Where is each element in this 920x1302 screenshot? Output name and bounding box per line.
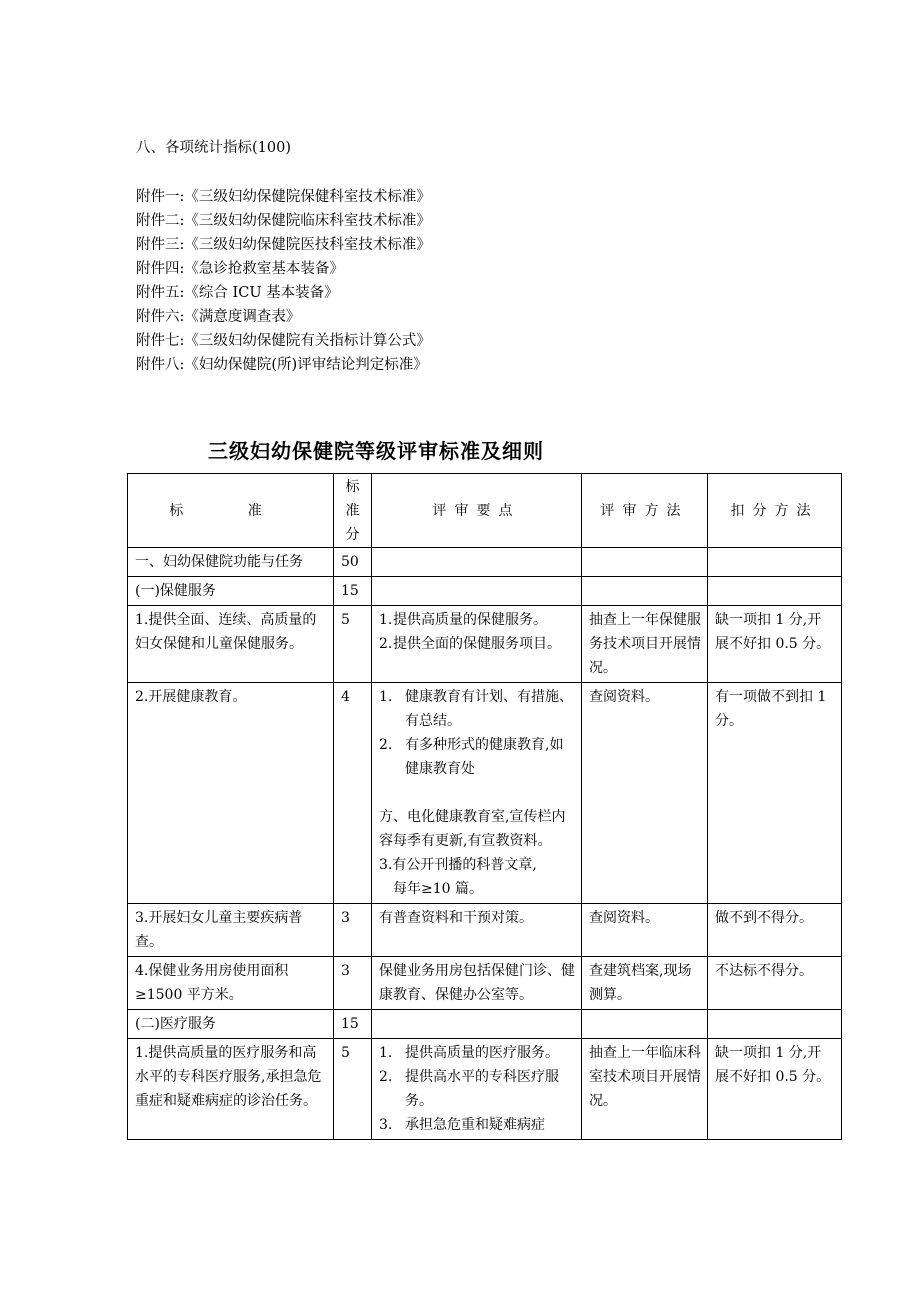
attachment-1: 附件一:《三级妇幼保健院保健科室技术标准》 <box>136 189 431 205</box>
deduction-cell: 缺一项扣 1 分,开展不好扣 0.5 分。 <box>708 606 842 683</box>
header-deduction-method: 扣分方法 <box>708 474 842 548</box>
header-review-points: 评审要点 <box>372 474 582 548</box>
points-continuation: 方、电化健康教育室,宣传栏内容每季有更新,有宣教资料。 <box>379 809 566 849</box>
header-standard: 标 准 <box>128 474 334 548</box>
attachment-2: 附件二:《三级妇幼保健院临床科室技术标准》 <box>136 213 431 229</box>
points-cell <box>372 606 582 683</box>
section-label: 一、妇幼保健院功能与任务 <box>128 548 334 577</box>
table-row <box>128 548 842 577</box>
attachment-4: 附件四:《急诊抢救室基本装备》 <box>136 261 344 277</box>
list-item: 1. 提供高质量的保健服务。 <box>379 612 547 628</box>
method-cell: 查阅资料。 <box>582 904 708 957</box>
score-cell: 5 <box>334 606 372 683</box>
score-cell: 5 <box>334 1039 372 1140</box>
attachment-5: 附件五:《综合 ICU 基本装备》 <box>136 285 339 301</box>
intro-section <box>136 136 431 377</box>
header-review-method: 评审方法 <box>582 474 708 548</box>
table-row <box>128 957 842 1010</box>
method-cell: 抽查上一年临床科室技术项目开展情况。 <box>582 1039 708 1140</box>
statistics-heading: 八、各项统计指标(100) <box>136 140 291 156</box>
deduction-cell: 不达标不得分。 <box>708 957 842 1010</box>
subsection-label: (二)医疗服务 <box>128 1010 334 1039</box>
list-item: 1. 提供高质量的医疗服务。 <box>379 1045 559 1061</box>
section-score: 50 <box>334 548 372 577</box>
standard-cell: 1.提供全面、连续、高质量的妇女保健和儿童保健服务。 <box>128 606 334 683</box>
attachment-8: 附件八:《妇幼保健院(所)评审结论判定标准》 <box>136 357 428 373</box>
table-row <box>128 606 842 683</box>
list-item: 2. 提供高水平的专科医疗服务。 <box>379 1069 559 1109</box>
points-cell: 保健业务用房包括保健门诊、健康教育、保健办公室等。 <box>372 957 582 1010</box>
list-item: 2. 提供全面的保健服务项目。 <box>379 636 561 652</box>
attachment-3: 附件三:《三级妇幼保健院医技科室技术标准》 <box>136 237 431 253</box>
attachment-7: 附件七:《三级妇幼保健院有关指标计算公式》 <box>136 333 431 349</box>
header-score: 标准分 <box>334 474 372 548</box>
list-item-continuation: 每年≥10 篇。 <box>393 881 483 897</box>
table-row <box>128 683 842 904</box>
standard-cell: 3.开展妇女儿童主要疾病普查。 <box>128 904 334 957</box>
points-cell <box>372 1039 582 1140</box>
standard-cell: 2.开展健康教育。 <box>128 683 334 904</box>
standards-table <box>127 473 842 1140</box>
list-item: 3. 承担急危重和疑难病症 <box>379 1117 545 1133</box>
method-cell: 查建筑档案,现场测算。 <box>582 957 708 1010</box>
method-cell: 查阅资料。 <box>582 683 708 904</box>
subsection-score: 15 <box>334 577 372 606</box>
score-cell: 3 <box>334 904 372 957</box>
list-item: 2. 有多种形式的健康教育,如健康教育处 <box>379 737 564 777</box>
table-row <box>128 1010 842 1039</box>
list-item: 3.有公开刊播的科普文章, <box>379 857 537 873</box>
deduction-cell: 做不到不得分。 <box>708 904 842 957</box>
score-cell: 4 <box>334 683 372 904</box>
points-cell: 有普查资料和干预对策。 <box>372 904 582 957</box>
table-row <box>128 904 842 957</box>
table-row <box>128 577 842 606</box>
list-item: 1. 健康教育有计划、有措施、有总结。 <box>379 689 573 729</box>
table-header-row <box>128 474 842 548</box>
document-title: 三级妇幼保健院等级评审标准及细则 <box>208 439 544 463</box>
standard-cell: 4.保健业务用房使用面积≥1500 平方米。 <box>128 957 334 1010</box>
attachment-6: 附件六:《满意度调查表》 <box>136 309 301 325</box>
deduction-cell: 缺一项扣 1 分,开展不好扣 0.5 分。 <box>708 1039 842 1140</box>
subsection-score: 15 <box>334 1010 372 1039</box>
table-row <box>128 1039 842 1140</box>
standard-cell: 1.提供高质量的医疗服务和高水平的专科医疗服务,承担急危重症和疑难病症的诊治任务。 <box>128 1039 334 1140</box>
points-cell <box>372 683 582 904</box>
method-cell: 抽查上一年保健服务技术项目开展情况。 <box>582 606 708 683</box>
subsection-label: (一)保健服务 <box>128 577 334 606</box>
score-cell: 3 <box>334 957 372 1010</box>
deduction-cell: 有一项做不到扣 1 分。 <box>708 683 842 904</box>
